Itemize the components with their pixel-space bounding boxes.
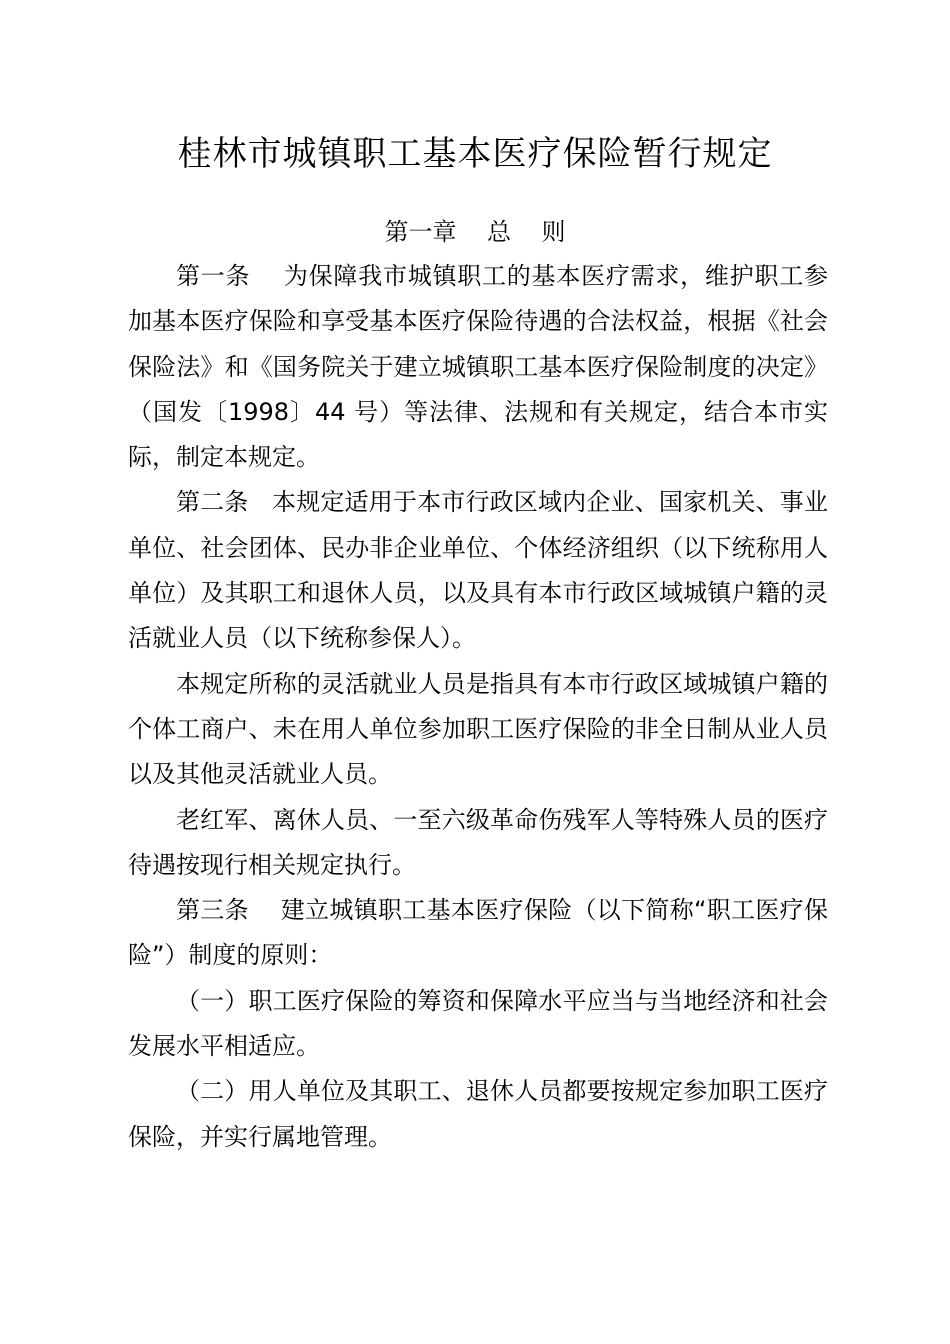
article-3-paragraph: 第三条 建立城镇职工基本医疗保险（以下简称“职工医疗保险”）制度的原则： xyxy=(128,896,828,970)
document-title: 桂林市城镇职工基本医疗保险暂行规定 xyxy=(177,134,773,174)
principle-2-paragraph: （二）用人单位及其职工、退休人员都要按规定参加职工医疗保险，并实行属地管理。 xyxy=(128,1077,828,1151)
principle-1-paragraph: （一）职工医疗保险的筹资和保障水平应当与当地经济和社会发展水平相适应。 xyxy=(128,986,828,1061)
flexible-employment-definition-paragraph: 本规定所称的灵活就业人员是指具有本市行政区域城镇户籍的个体工商户、未在用人单位参加职工医疗保险的非全日制从业人员以及其他灵活就业人员。 xyxy=(128,669,828,789)
chapter-heading: 第一章 总 则 xyxy=(384,218,566,246)
article-2-paragraph: 第二条 本规定适用于本市行政区域内企业、国家机关、事业单位、社会团体、民办非企业单位、个体经济组织（以下统称用人单位）及其职工和退休人员，以及具有本市行政区域城镇户籍的灵活就业人员（以下统称参保人）。 xyxy=(128,488,828,653)
body-text xyxy=(128,254,828,1160)
special-personnel-paragraph: 老红军、离休人员、一至六级革命伤残军人等特殊人员的医疗待遇按现行相关规定执行。 xyxy=(128,805,828,879)
article-1-paragraph: 第一条 为保障我市城镇职工的基本医疗需求，维护职工参加基本医疗保险和享受基本医疗保险待遇的合法权益，根据《社会保险法》和《国务院关于建立城镇职工基本医疗保险制度的决定》（国发〔1998〕44 号）等法律、法规和有关规定，结合本市实际，制定本规定。 xyxy=(128,262,828,472)
